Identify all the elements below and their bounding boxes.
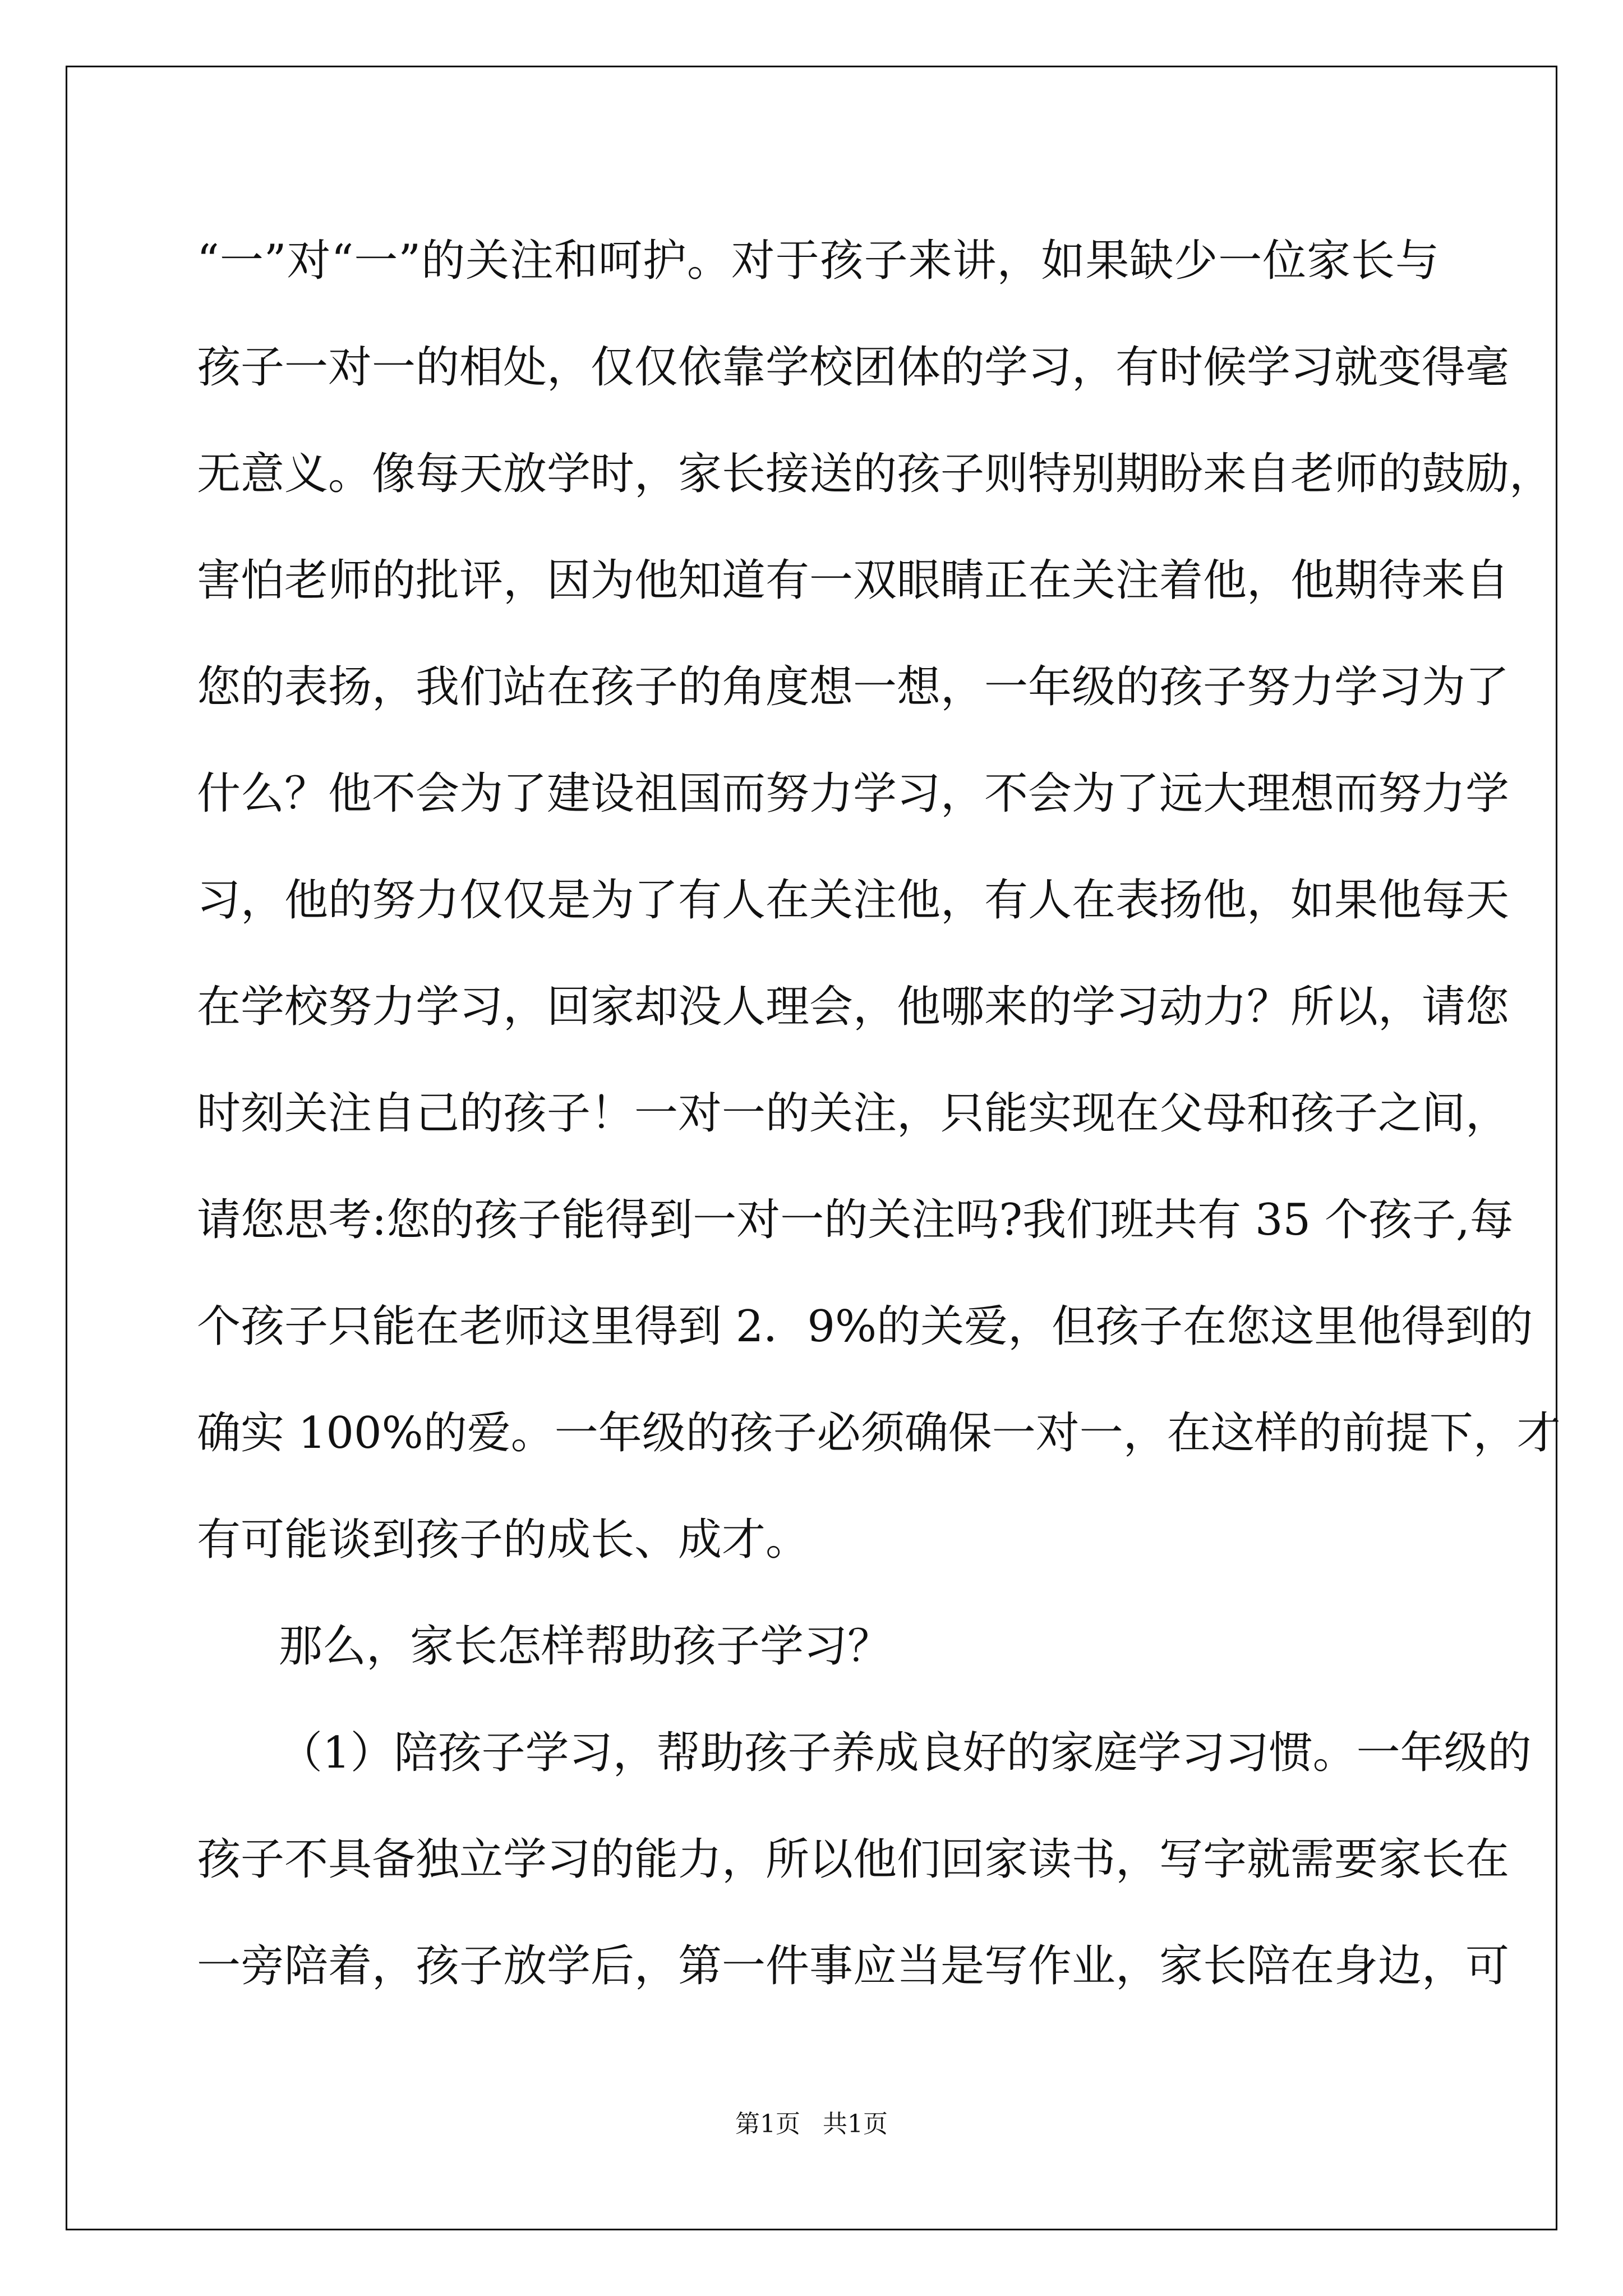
text-line: “一”对“一”的关注和呵护。对于孩子来讲，如果缺少一位家长与	[197, 236, 1439, 286]
page-number: 第1页	[735, 2110, 800, 2138]
page-total: 共1页	[823, 2110, 888, 2138]
text-line: 确实 100%的爱。一年级的孩子必须确保一对一，在这样的前提下，才	[197, 1408, 1561, 1458]
text-line: 孩子一对一的相处，仅仅依靠学校团体的学习，有时候学习就变得毫	[197, 342, 1510, 393]
question-heading: 那么，家长怎样帮助孩子学习？	[279, 1621, 892, 1672]
text-line: 在学校努力学习，回家却没人理会，他哪来的学习动力？所以，请您	[197, 982, 1510, 1032]
text-line: 孩子不具备独立学习的能力，所以他们回家读书，写字就需要家长在	[197, 1834, 1510, 1885]
page-footer	[0, 2104, 1623, 2139]
text-line: 个孩子只能在老师这里得到 2．9%的关爱，但孩子在您这里他得到的	[197, 1301, 1533, 1352]
text-line: 有可能谈到孩子的成长、成才。	[197, 1515, 810, 1565]
text-line: 请您思考:您的孩子能得到一对一的关注吗?我们班共有 35 个孩子,每	[197, 1195, 1514, 1245]
text-line: 时刻关注自己的孩子！一对一的关注，只能实现在父母和孩子之间，	[197, 1088, 1510, 1139]
text-line: 什么？他不会为了建设祖国而努力学习，不会为了远大理想而努力学	[197, 769, 1510, 819]
text-line: 害怕老师的批评，因为他知道有一双眼睛正在关注着他，他期待来自	[197, 555, 1510, 606]
text-line: 无意义。像每天放学时，家长接送的孩子则特别期盼来自老师的鼓励，	[197, 449, 1553, 499]
text-line: 一旁陪着，孩子放学后，第一件事应当是写作业，家长陪在身边，可	[197, 1941, 1510, 1991]
text-line: 您的表扬，我们站在孩子的角度想一想，一年级的孩子努力学习为了	[197, 662, 1510, 712]
text-line: （1）陪孩子学习，帮助孩子养成良好的家庭学习习惯。一年级的	[279, 1728, 1532, 1778]
text-line: 习，他的努力仅仅是为了有人在关注他，有人在表扬他，如果他每天	[197, 875, 1510, 926]
document-body	[197, 208, 1561, 2019]
